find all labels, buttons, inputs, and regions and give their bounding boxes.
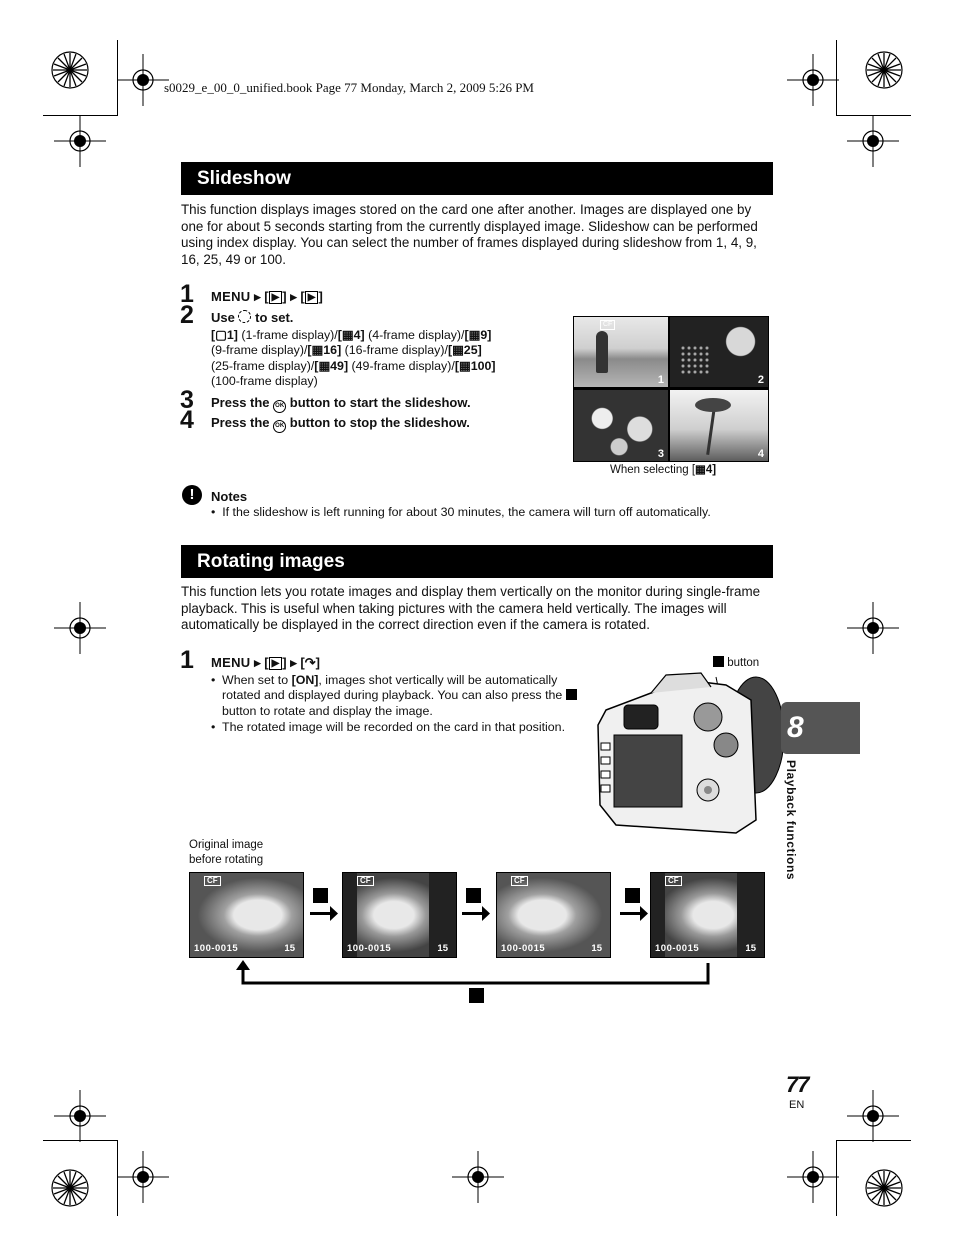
step-number: 1 [180, 646, 194, 674]
slideshow-step2: Use to set. [211, 310, 294, 325]
single-frame-icon: ▢ [215, 328, 227, 342]
notes-title: Notes [211, 489, 248, 504]
slideshow-step3: Press the OK button to start the slideshow. [211, 395, 471, 413]
rotating-menu-path: MENU ▸ [ ▶ ] ▸ [↷] [211, 655, 320, 670]
thumbnail-flowers: 3 [574, 390, 668, 461]
button-callout: button [713, 656, 759, 669]
original-caption: Original image before rotating [189, 839, 264, 866]
grid-icon: ▦ [318, 358, 331, 373]
grid-icon: ▦ [452, 343, 464, 358]
playback-icon: ▶ [269, 291, 283, 304]
thumbnail-tree: CF 1 [574, 317, 668, 387]
slideshow-step4: Press the OK button to stop the slideshow. [211, 415, 470, 433]
slideshow-icon: ▶ [305, 291, 319, 304]
rotating-heading: Rotating images [181, 545, 773, 578]
grid-icon: ▦ [458, 358, 471, 373]
slideshow-menu-path: MENU ▸ [ ▶ ] ▸ [ ▶ ] [211, 289, 323, 304]
preview-caption: When selecting [▦4] [610, 464, 717, 476]
lcd-rotated-270: CF 100-0015 15 [650, 872, 765, 958]
grid-icon: ▦ [695, 464, 706, 476]
book-header: s0029_e_00_0_unified.book Page 77 Monday, March 2, 2009 5:26 PM [164, 80, 534, 95]
lcd-rotated-180: CF 100-0015 15 [496, 872, 611, 958]
menu-label: MENU [211, 655, 251, 670]
step-number: 3 [180, 386, 194, 414]
frame-options: [▢1] (1-frame display)/[▦4] (4-frame display)/[▦9] (9-frame display)/[▦16] (16-frame display)/[▦25] (25-frame display)/[▦49] (49-frame display)/[▦100] (100-frame display) [211, 328, 496, 389]
rotating-intro: This function lets you rotate images and display them vertically on the monitor during single-frame playback. This is useful when taking pictures with the camera held vertically. The images will automatically be displayed in the correct direction even if the camera is rotated. [181, 584, 761, 633]
slideshow-intro: This function displays images stored on the card one after another. Images are displayed one by one for about 5 seconds starting from the currently displayed image. Slideshow can be performed using index display. You can select the number of frames displayed during slideshow from 1, 4, 9, 16, 25, 49 or 100. [181, 202, 758, 267]
arrow-right-icon: ▸ [254, 655, 261, 670]
ok-button-icon: OK [273, 400, 286, 413]
step-number: 2 [180, 301, 194, 329]
notes-item: • If the slideshow is left running for about 30 minutes, the camera will turn off automatically. [211, 505, 711, 519]
cf-badge: CF [600, 320, 615, 330]
lcd-rotated-90: CF 100-0015 15 [342, 872, 457, 958]
thumbnail-palms: 4 [670, 390, 768, 461]
caution-icon: ! [182, 485, 202, 505]
playback-icon: ▶ [269, 657, 283, 670]
grid-icon: ▦ [468, 328, 481, 342]
lcd-original: CF 100-0015 15 [189, 872, 304, 958]
arrow-right-icon: ▸ [290, 655, 297, 670]
arrow-right-icon: ▸ [254, 289, 261, 304]
grid-icon: ▦ [341, 328, 354, 342]
chapter-label: Playback functions [784, 760, 798, 881]
grid-icon: ▦ [311, 343, 324, 358]
thumbnail-portrait: 2 [670, 317, 768, 387]
rotating-bullet-2: • The rotated image will be recorded on the card in that position. [211, 720, 566, 734]
rotate-icon: ↷ [304, 655, 316, 670]
chapter-tab: 8 [781, 702, 860, 754]
step-number: 4 [180, 406, 194, 434]
page-number: 77 [786, 1072, 809, 1097]
step-number: 1 [180, 280, 194, 308]
language-code: EN [789, 1099, 805, 1111]
menu-label: MENU [211, 289, 251, 304]
ok-button-icon: OK [273, 420, 286, 433]
slideshow-heading: Slideshow [181, 162, 773, 195]
rotating-bullet-1: • When set to [ON], images shot vertically will be automatically rotated and displayed during playback. You can also press the button to rotate and display the image. [222, 673, 584, 719]
arrow-right-icon: ▸ [290, 289, 297, 304]
